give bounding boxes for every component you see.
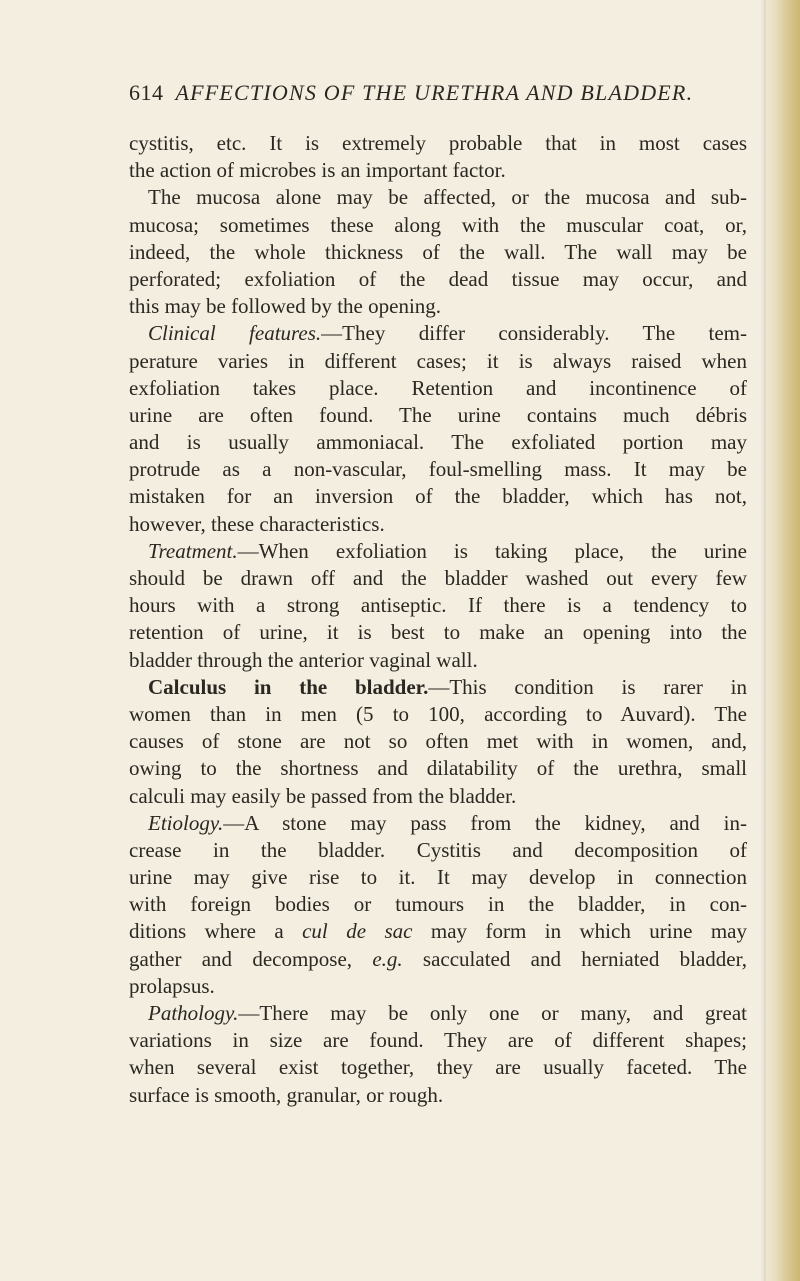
text-run: should be drawn off and the bladder washed out every few — [129, 566, 747, 590]
text-line — [129, 1027, 747, 1054]
page-edge-shadow — [760, 0, 766, 1281]
italic-text: Treatment. — [148, 538, 238, 563]
text-line — [129, 783, 747, 810]
text-run: calculi may easily be passed from the bladder. — [129, 783, 517, 808]
text-run: this may be followed by the opening. — [129, 294, 442, 319]
text-line — [129, 647, 747, 674]
italic-text: Etiology. — [148, 810, 224, 835]
text-line — [129, 1082, 747, 1109]
text-run: urine are often found. The urine contains much débris — [129, 402, 747, 427]
text-line — [129, 837, 747, 864]
text-run: perforated; exfoliation of the dead tissue may occur, and — [129, 266, 747, 291]
text-run: retention of urine, it is best to make an opening into the — [129, 620, 747, 645]
text-run: —When exfoliation is taking place, the urine — [237, 538, 747, 563]
italic-text: Pathology. — [148, 1001, 239, 1025]
text-line — [129, 538, 747, 565]
text-line — [129, 293, 747, 320]
text-line — [129, 184, 747, 211]
text-line — [129, 130, 747, 157]
text-run: —There may be only one or many, and great — [238, 1001, 747, 1025]
text-line — [129, 755, 747, 782]
italic-text: e.g. — [372, 946, 403, 971]
text-line — [129, 1054, 747, 1081]
text-line — [129, 864, 747, 891]
text-run: crease in the bladder. Cystitis and decomposition of — [129, 837, 747, 862]
text-run: variations in size are found. They are of different shapes; — [129, 1028, 747, 1053]
running-header — [129, 80, 769, 106]
text-run: may form in which urine may — [412, 919, 747, 944]
text-line — [129, 239, 747, 266]
italic-text: Clinical features. — [148, 321, 322, 346]
text-run: —They differ considerably. The tem- — [321, 321, 747, 346]
text-run: mistaken for an inversion of the bladder, which has not, — [129, 484, 747, 509]
text-line — [129, 619, 747, 646]
text-run: women than in men (5 to 100, according to Auvard). The — [129, 701, 747, 726]
text-line — [129, 511, 747, 538]
page-number: 614 — [129, 80, 164, 105]
body-text — [129, 130, 747, 1109]
text-line — [129, 348, 747, 375]
text-line — [129, 483, 747, 510]
text-line — [129, 891, 747, 918]
text-line — [129, 728, 747, 755]
section-heading: Calculus in the bladder. — [148, 674, 429, 699]
text-line — [129, 266, 747, 293]
text-run: sacculated and herniated bladder, — [402, 946, 747, 971]
text-line — [129, 320, 747, 347]
text-run: with foreign bodies or tumours in the bladder, in con- — [129, 892, 747, 917]
page-edge — [764, 0, 800, 1281]
text-line — [129, 402, 747, 429]
text-run: cystitis, etc. It is extremely probable that in most cases — [129, 131, 747, 155]
text-line — [129, 973, 747, 1000]
text-run: gather and decompose, — [129, 946, 373, 971]
text-run: The mucosa alone may be affected, or the mucosa and sub- — [148, 185, 747, 210]
text-run: mucosa; sometimes these along with the muscular coat, or, — [129, 212, 747, 237]
text-run: the action of microbes is an important factor. — [129, 158, 506, 183]
text-line — [129, 592, 747, 619]
text-run: owing to the shortness and dilatability of the urethra, small — [129, 756, 747, 781]
text-line — [129, 429, 747, 456]
text-run: when several exist together, they are usually faceted. The — [129, 1055, 747, 1080]
text-line — [129, 157, 747, 184]
text-line — [129, 918, 747, 945]
text-line — [129, 1000, 747, 1027]
text-run: protrude as a non-vascular, foul-smelling mass. It may be — [129, 457, 747, 482]
text-line — [129, 375, 747, 402]
text-line — [129, 946, 747, 973]
text-run: bladder through the anterior vaginal wall. — [129, 647, 478, 672]
text-line — [129, 674, 747, 701]
text-run: urine may give rise to it. It may develop in connection — [129, 865, 747, 890]
text-run: and is usually ammoniacal. The exfoliated portion may — [129, 430, 747, 455]
text-line — [129, 565, 747, 592]
text-run: ditions where a — [129, 919, 303, 944]
text-run: perature varies in different cases; it is always raised when — [129, 348, 747, 373]
text-line — [129, 212, 747, 239]
text-run: indeed, the whole thickness of the wall. The wall may be — [129, 239, 747, 264]
text-run: exfoliation takes place. Retention and incontinence of — [129, 375, 747, 400]
text-line — [129, 810, 747, 837]
text-line — [129, 456, 747, 483]
text-run: —A stone may pass from the kidney, and in- — [223, 810, 747, 835]
text-run: causes of stone are not so often met with in women, and, — [129, 729, 747, 754]
text-run: —This condition is rarer in — [428, 674, 748, 699]
running-title: AFFECTIONS OF THE URETHRA AND BLADDER. — [175, 80, 694, 105]
text-run: surface is smooth, granular, or rough. — [129, 1082, 444, 1107]
text-line — [129, 701, 747, 728]
italic-text: cul de sac — [302, 919, 413, 944]
text-run: however, these characteristics. — [129, 511, 385, 536]
text-run: hours with a strong antiseptic. If there is a tendency to — [129, 593, 747, 618]
text-run: prolapsus. — [129, 973, 215, 998]
